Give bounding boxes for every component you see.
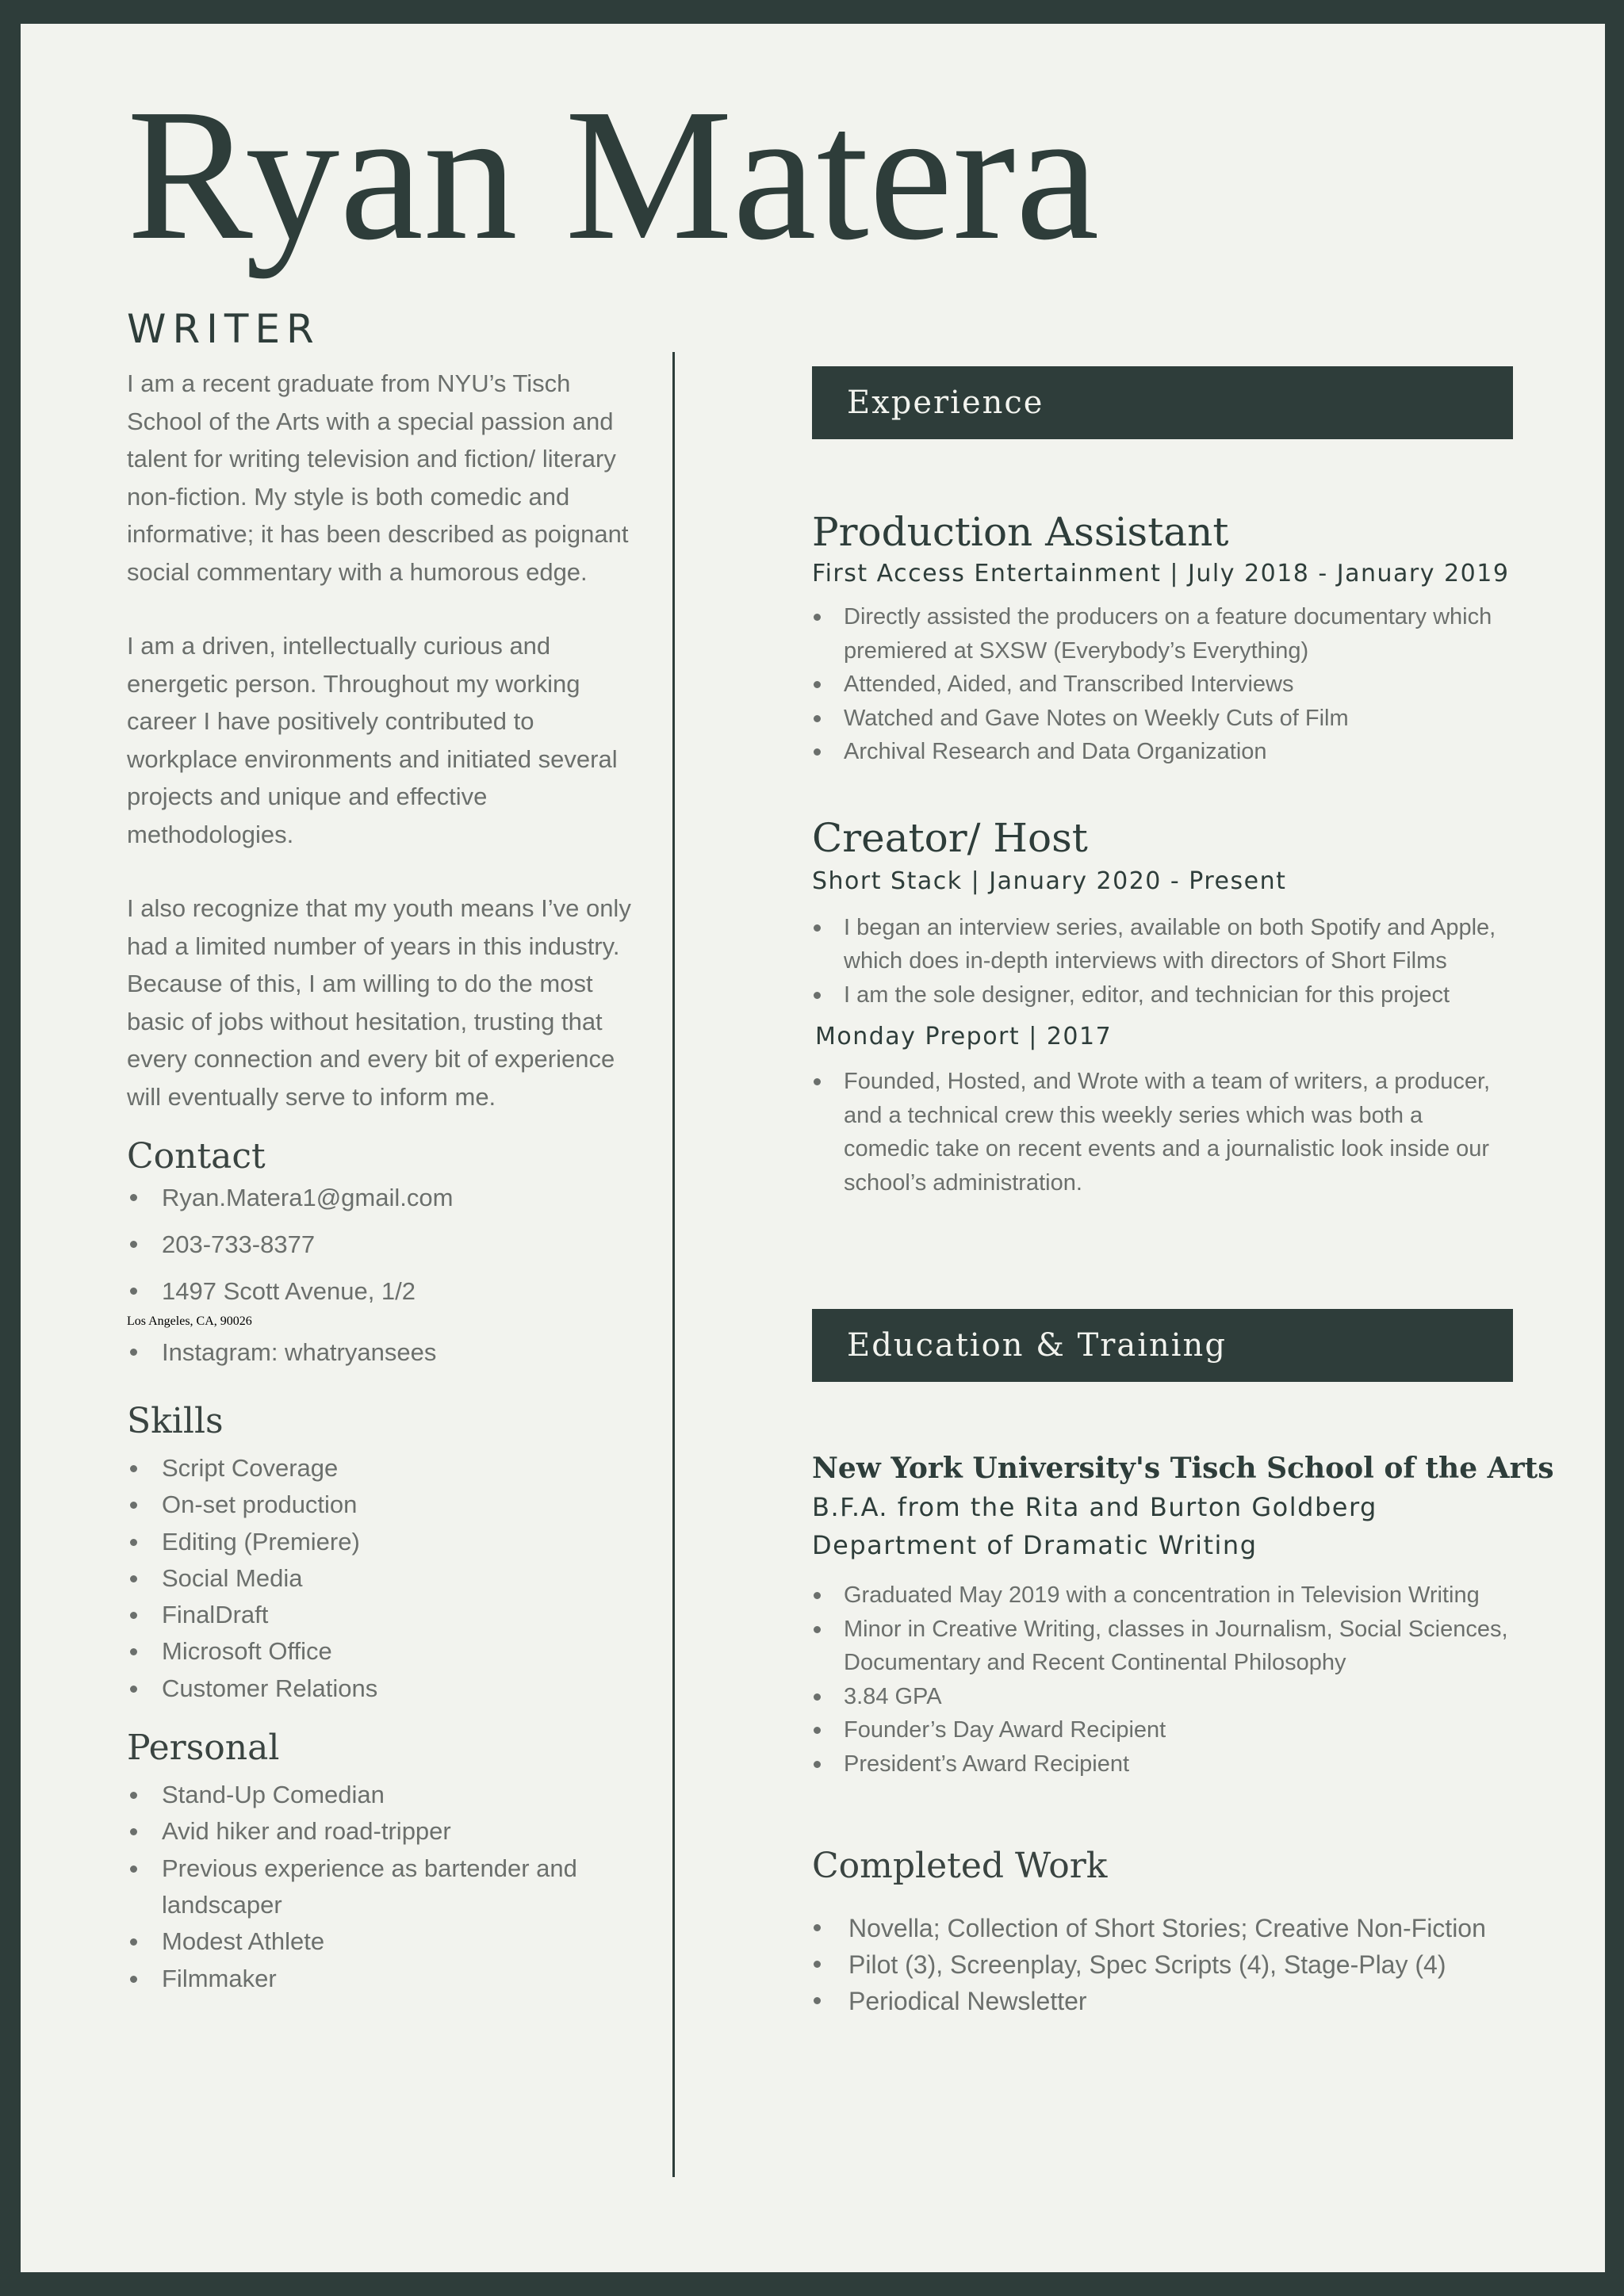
job-subtitle: First Access Entertainment | July 2018 - January 2019: [812, 560, 1510, 587]
experience-heading-bar: Experience: [812, 366, 1513, 439]
skill-item: Script Coverage: [127, 1450, 650, 1487]
completed-work-item: Novella; Collection of Short Stories; Creative Non-Fiction: [812, 1910, 1513, 1946]
education-bullets: [812, 1578, 1513, 1781]
job-title: Creator/ Host: [812, 814, 1088, 861]
skill-item: FinalDraft: [127, 1597, 650, 1633]
contact-list-social: [127, 1329, 650, 1376]
skills-list: [127, 1450, 650, 1707]
personal-item: Stand-Up Comedian: [127, 1777, 650, 1813]
job-bullet: Archival Research and Data Organization: [812, 735, 1513, 769]
column-divider: [672, 352, 675, 2177]
job-subtitle: Monday Preport | 2017: [815, 1023, 1113, 1050]
candidate-name: Ryan Matera: [127, 71, 1100, 279]
personal-item: Filmmaker: [127, 1961, 650, 1997]
bio-paragraph: I also recognize that my youth means I’ve only had a limited number of years in this industry. Because of this, I am willing to do the most basic of jobs without hesitation, trusting that every connection and every bit of experience will eventually serve to inform me.: [127, 894, 631, 1111]
completed-work-item: Periodical Newsletter: [812, 1983, 1513, 2019]
job-bullets: [812, 600, 1513, 769]
resume-page: [21, 24, 1605, 2272]
personal-item: Avid hiker and road-tripper: [127, 1813, 650, 1850]
personal-item: Previous experience as bartender and landscaper: [127, 1850, 650, 1924]
bio-paragraph: I am a driven, intellectually curious and energetic person. Throughout my working career I have positively contributed to workplace environments and initiated several projects and unique and effective methodologies.: [127, 632, 618, 848]
skill-item: Customer Relations: [127, 1670, 650, 1707]
job-bullet: Directly assisted the producers on a feature documentary which premiered at SXSW (Everybody’s Everything): [812, 600, 1513, 668]
skill-item: Microsoft Office: [127, 1633, 650, 1670]
completed-work-item: Pilot (3), Screenplay, Spec Scripts (4), Stage-Play (4): [812, 1946, 1513, 1983]
contact-email[interactable]: Ryan.Matera1@gmail.com: [127, 1174, 650, 1221]
contact-list: [127, 1174, 650, 1314]
completed-work-list: [812, 1910, 1513, 2019]
left-column: [127, 365, 650, 1997]
job-bullet: Watched and Gave Notes on Weekly Cuts of Film: [812, 702, 1513, 736]
education-bullet: 3.84 GPA: [812, 1680, 1513, 1714]
job-bullet: I began an interview series, available on both Spotify and Apple, which does in-depth interviews with directors of Short Films: [812, 911, 1513, 978]
personal-list: [127, 1777, 650, 1997]
skill-item: Editing (Premiere): [127, 1524, 650, 1560]
contact-instagram[interactable]: Instagram: whatryansees: [127, 1329, 650, 1376]
personal-item: Modest Athlete: [127, 1923, 650, 1960]
education-bullet: Graduated May 2019 with a concentration in Television Writing: [812, 1578, 1513, 1613]
skills-heading: Skills: [127, 1401, 224, 1441]
contact-phone[interactable]: 203-733-8377: [127, 1221, 650, 1268]
personal-heading: Personal: [127, 1728, 280, 1769]
skill-item: On-set production: [127, 1487, 650, 1523]
bio-paragraph: I am a recent graduate from NYU’s Tisch School of the Arts with a special passion and talent for writing television and fiction/ literary non-fiction. My style is both comedic and informative; it has been described as poignant social commentary with a humorous edge.: [127, 369, 629, 586]
education-bullet: President’s Award Recipient: [812, 1747, 1513, 1781]
job-bullets: [812, 911, 1513, 1012]
education-school: New York University's Tisch School of the Arts: [812, 1452, 1554, 1485]
education-bullet: Founder’s Day Award Recipient: [812, 1713, 1513, 1747]
right-column: [812, 366, 1554, 2019]
job-subtitle: Short Stack | January 2020 - Present: [812, 867, 1287, 895]
job-bullet: Founded, Hosted, and Wrote with a team of writers, a producer, and a technical crew this weekly series which was both a comedic take on recent events and a journalistic look inside our school’s administration.: [812, 1065, 1513, 1200]
job-bullets: [812, 1065, 1513, 1200]
education-heading-bar: Education & Training: [812, 1309, 1513, 1382]
skill-item: Social Media: [127, 1560, 650, 1597]
candidate-role: WRITER: [127, 306, 320, 352]
job-bullet: Attended, Aided, and Transcribed Interviews: [812, 668, 1513, 702]
education-degree: B.F.A. from the Rita and Burton Goldberg: [812, 1492, 1377, 1522]
completed-work-heading: Completed Work: [812, 1846, 1108, 1886]
education-department: Department of Dramatic Writing: [812, 1530, 1258, 1560]
job-title: Production Assistant: [812, 509, 1229, 555]
contact-address-line2: Los Angeles, CA, 90026: [127, 1314, 252, 1328]
education-bullet: Minor in Creative Writing, classes in Journalism, Social Sciences, Documentary and Recent Continental Philosophy: [812, 1613, 1513, 1680]
job-bullet: I am the sole designer, editor, and technician for this project: [812, 978, 1513, 1012]
contact-heading: Contact: [127, 1136, 266, 1177]
contact-address: 1497 Scott Avenue, 1/2: [127, 1268, 650, 1314]
